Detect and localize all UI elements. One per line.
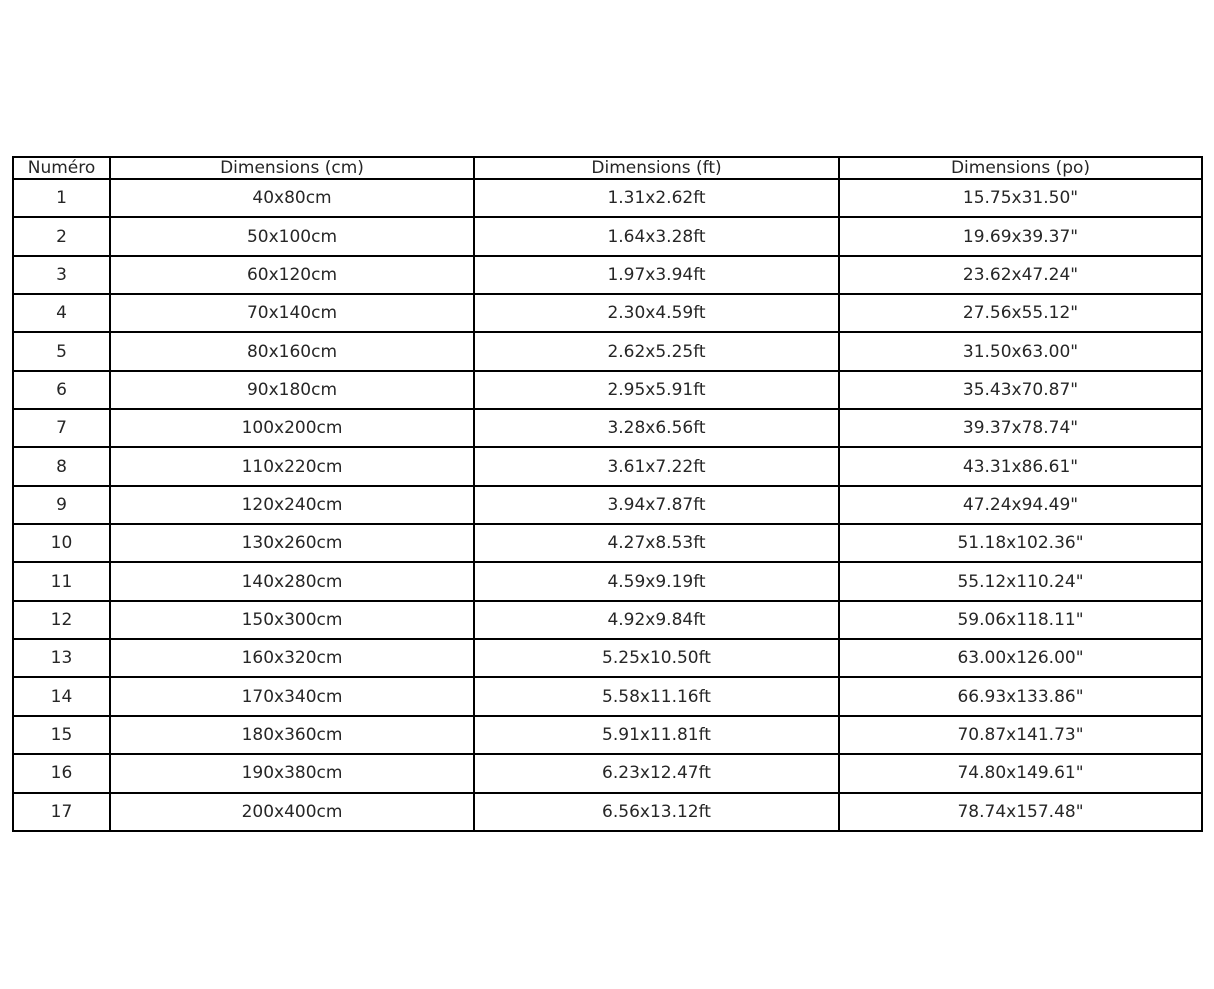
table-cell: 11 [13,562,110,600]
table-cell: 60x120cm [110,256,474,294]
table-row [13,524,1202,562]
table-cell: 59.06x118.11" [839,601,1202,639]
column-header-cm: Dimensions (cm) [110,157,474,179]
table-cell: 140x280cm [110,562,474,600]
table-cell: 1 [13,179,110,217]
column-header-ft: Dimensions (ft) [474,157,839,179]
table-cell: 4.92x9.84ft [474,601,839,639]
table-cell: 150x300cm [110,601,474,639]
table-cell: 100x200cm [110,409,474,447]
table-row [13,256,1202,294]
table-cell: 14 [13,677,110,715]
table-cell: 16 [13,754,110,792]
table-cell: 6.56x13.12ft [474,793,839,832]
table-cell: 63.00x126.00" [839,639,1202,677]
table-row [13,562,1202,600]
dimensions-table [12,156,1203,832]
table-cell: 5.91x11.81ft [474,716,839,754]
column-header-po: Dimensions (po) [839,157,1202,179]
table-cell: 9 [13,486,110,524]
table-cell: 3 [13,256,110,294]
table-cell: 51.18x102.36" [839,524,1202,562]
table-cell: 1.31x2.62ft [474,179,839,217]
column-header-numero: Numéro [13,157,110,179]
table-row [13,332,1202,370]
table-cell: 78.74x157.48" [839,793,1202,832]
table-cell: 55.12x110.24" [839,562,1202,600]
table-cell: 23.62x47.24" [839,256,1202,294]
table-cell: 8 [13,447,110,485]
table-cell: 80x160cm [110,332,474,370]
table-cell: 90x180cm [110,371,474,409]
table-cell: 47.24x94.49" [839,486,1202,524]
table-cell: 27.56x55.12" [839,294,1202,332]
table-cell: 12 [13,601,110,639]
table-cell: 4.27x8.53ft [474,524,839,562]
table-cell: 31.50x63.00" [839,332,1202,370]
table-cell: 35.43x70.87" [839,371,1202,409]
table-cell: 6 [13,371,110,409]
table-cell: 160x320cm [110,639,474,677]
table-body [13,179,1202,831]
table-cell: 3.94x7.87ft [474,486,839,524]
table-cell: 39.37x78.74" [839,409,1202,447]
table-cell: 74.80x149.61" [839,754,1202,792]
table-cell: 5.25x10.50ft [474,639,839,677]
table-header [13,157,1202,179]
table-cell: 4.59x9.19ft [474,562,839,600]
table-cell: 2.95x5.91ft [474,371,839,409]
table-cell: 2.62x5.25ft [474,332,839,370]
table-row [13,754,1202,792]
table-row [13,409,1202,447]
table-cell: 43.31x86.61" [839,447,1202,485]
table-cell: 110x220cm [110,447,474,485]
table-cell: 70x140cm [110,294,474,332]
table-cell: 6.23x12.47ft [474,754,839,792]
table-cell: 5 [13,332,110,370]
table-cell: 17 [13,793,110,832]
table-row [13,217,1202,255]
header-row [13,157,1202,179]
table-cell: 170x340cm [110,677,474,715]
table-row [13,486,1202,524]
table-cell: 2.30x4.59ft [474,294,839,332]
table-cell: 1.64x3.28ft [474,217,839,255]
table-cell: 200x400cm [110,793,474,832]
table-row [13,371,1202,409]
table-cell: 180x360cm [110,716,474,754]
table-row [13,179,1202,217]
table-row [13,716,1202,754]
table-cell: 120x240cm [110,486,474,524]
table-row [13,639,1202,677]
table-row [13,447,1202,485]
table-cell: 40x80cm [110,179,474,217]
table-cell: 130x260cm [110,524,474,562]
table-cell: 7 [13,409,110,447]
table-row [13,601,1202,639]
table-row [13,677,1202,715]
table-cell: 10 [13,524,110,562]
table-cell: 70.87x141.73" [839,716,1202,754]
table-cell: 15.75x31.50" [839,179,1202,217]
table-cell: 66.93x133.86" [839,677,1202,715]
table-cell: 4 [13,294,110,332]
table-cell: 1.97x3.94ft [474,256,839,294]
table-cell: 13 [13,639,110,677]
table-cell: 50x100cm [110,217,474,255]
table-cell: 2 [13,217,110,255]
table-cell: 15 [13,716,110,754]
table-cell: 19.69x39.37" [839,217,1202,255]
table-cell: 5.58x11.16ft [474,677,839,715]
table-row [13,294,1202,332]
table-cell: 3.61x7.22ft [474,447,839,485]
table-row [13,793,1202,832]
table-cell: 3.28x6.56ft [474,409,839,447]
table-cell: 190x380cm [110,754,474,792]
